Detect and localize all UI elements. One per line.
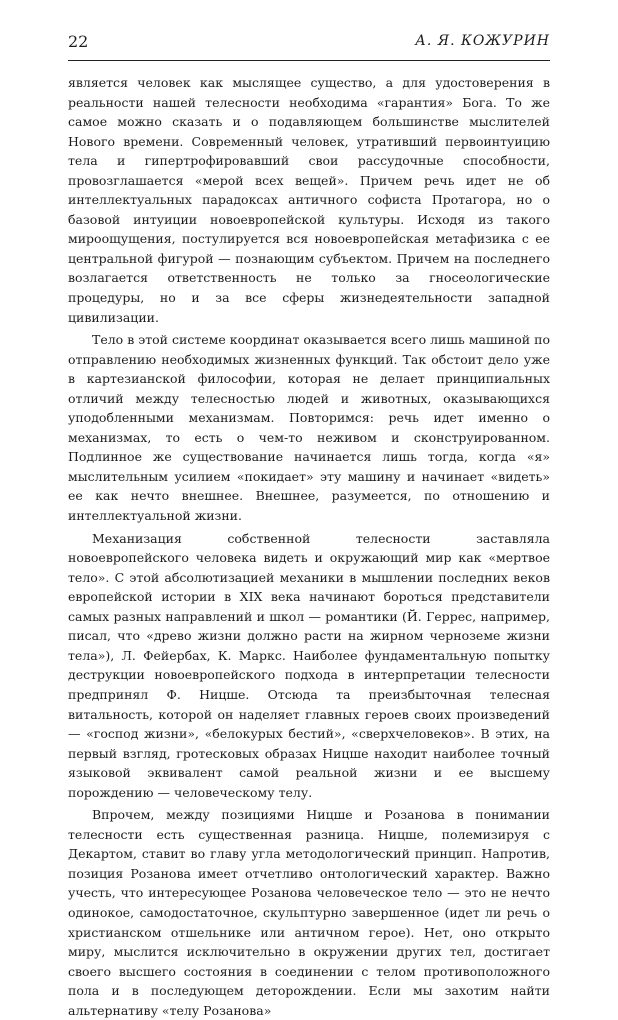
paragraph-1: является человек как мыслящее существо, а для удостоверения в реальности нашей телесности необходима «гарантия» Бога. То же самое можно сказать и о подавляющем большинстве мыслителей Нового времени. Современный человек, утративший первоинтуицию тела и гипертрофировавший свои рассудочные способности, провозглашается «мерой всех вещей». Причем речь идет не об интеллектуальных парадоксах античного софиста Протагора, но о базовой интуиции новоевропейской культуры. Исходя из такого мироощущения, постулируется вся новоевропейская метафизика с ее центральной фигурой — познающим субъектом. Причем на последнего возлагается ответственность не только за гносеологические процедуры, но и за все сферы жизнедеятельности западной цивилизации. bbox=[68, 75, 550, 325]
body-text bbox=[68, 73, 550, 1020]
paragraph-3: Механизация собственной телесности заставляла новоевропейского человека видеть и окружающий мир как «мертвое тело». С этой абсолютизацией механики в мышлении последних веков европейской истории в XIX века начинают бороться представители самых разных направлений и школ — романтики (Й. Геррес, например, писал, что «древо жизни должно расти на жирном черноземе жизни тела»), Л. Фейербах, К. Маркс. Наиболее фундаментальную попытку деструкции новоевропейского подхода в интерпретации телесности предпринял Ф. Ницше. Отсюда та преизбыточная телесная витальность, которой он наделяет главных героев своих произведений — «господ жизни», «белокурых бестий», «сверхчеловеков». В этих, на первый взгляд, гротесковых образах Ницше находит наиболее точный языковой эквивалент самой реальной жизни и ее высшему порождению — человеческому телу. bbox=[68, 530, 550, 800]
paragraph-4: Впрочем, между позициями Ницше и Розанова в понимании телесности есть существенная разница. Ницше, полемизируя с Декартом, ставит во главу угла методологический принцип. Напротив, позиция Розанова имеет отчетливо онтологический характер. Важно учесть, что интересующее Розанова человеческое тело — это не нечто одинокое, самодостаточное, скульптурно завершенное (идет ли речь о христианском отшельнике или античном герое). Нет, оно открыто миру, мыслится исключительно в окружении других тел, достигает своего высшего состояния в соединении с телом противоположного пола и в последующем деторождении. Если мы захотим найти альтернативу «телу Розанова» bbox=[68, 807, 550, 1018]
page-header bbox=[68, 30, 550, 61]
page-number: 22 bbox=[68, 32, 89, 51]
running-head-author: А. Я. КОЖУРИН bbox=[415, 33, 550, 49]
paragraph-2: Тело в этой системе координат оказывается всего лишь машиной по отправлению необходимых жизненных функций. Так обстоит дело уже в картезианской философии, которая не делает принципиальных отличий между телесностью людей и животных, оказывающихся уподобленными механизмам. Повторимся: речь идет именно о механизмах, то есть о чем-то неживом и сконструированном. Подлинное же существование начинается лишь тогда, когда «я» мыслительным усилием «покидает» эту машину и начинает «видеть» ее как нечто внешнее. Внешнее, разумеется, по отношению и интеллектуальной жизни. bbox=[68, 332, 550, 524]
